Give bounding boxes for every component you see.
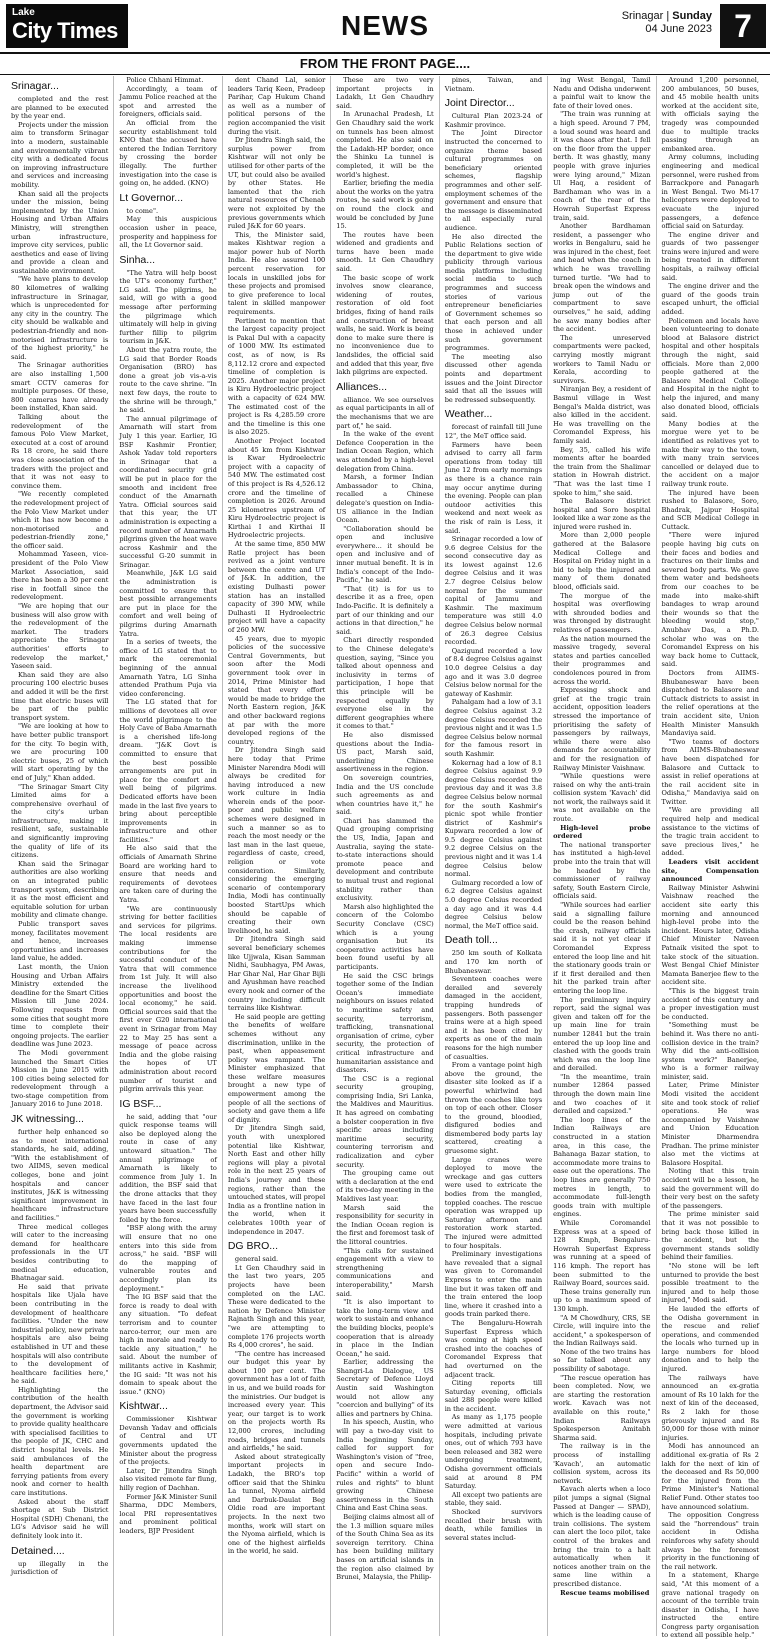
- article-paragraph: Last month, the Union Housing and Urban Affairs Ministry extended the deadline for the Smart Cities Mission till June 2024. Following requests from some cities that sought more time to complete their ongoing projects. The earlier deadline was June 2023.: [11, 962, 109, 1049]
- article-paragraph: He said people are getting the benefits of welfare schemes without any discrimination, unlike in the past, when appeasement policy was rampant. The Minister emphasized that these welfare measures brought a new type of empowerment among the people of all the sections of society and gave them a life of dignity.: [227, 1012, 326, 1124]
- article-paragraph: The loop lines of the Indian Railways are constructed in a station area, in this case, the Bahanaga Bazar station, to accommodate more trains to ease out the operations. The loop lines are generally 750 metres in length, to accommodate full-length goods train with multiple engines.: [553, 1115, 651, 1219]
- article-paragraph: The engine driver and guards of two passenger trains were injured and were being treated in different hospitals, a railway official said.: [661, 230, 759, 282]
- article-paragraph: Projects under the mission aim to transform Srinagar into a modern, sustainable and environmentally vibrant city with a dedicated focus on improving infrastructure and services and increasing mobility.: [11, 120, 109, 189]
- article-paragraph: These are two very important projects in Ladakh, Lt Gen Chaudhry said.: [336, 76, 434, 110]
- article-paragraph: Asked about strategically important projects in Ladakh, the BRO's top officer said that the Shinku La tunnel, Nyoma airfield and Darbuk-Daulat Beg Oldie road are important projects. In the next two months, work will start on the Nyoma airfield, which is one of the highest airfields in the world, he said.: [227, 1452, 326, 1556]
- dateline: [622, 10, 712, 36]
- article-paragraph: The opposition Congress said the "horrendous" train accident in Odisha reinforces why safety should always be the foremost priority in the functioning of the rail network.: [661, 1511, 759, 1571]
- article-headline[interactable]: Death toll...: [444, 934, 498, 947]
- article-paragraph: The national transporter has instituted a high-level probe into the train that will be headed by the commissioner of railway safety, South Eastern Circle, officials said.: [553, 840, 651, 901]
- article-headline[interactable]: IG BSF...: [119, 1097, 162, 1110]
- subheading: Leaders visit accident site, Compensation announced: [661, 858, 759, 884]
- article-paragraph: The IG BSF said that the force is ready to deal with any situation. "To defeat terrorism and to counter narco-terror, our men are high in morale and ready to tackle any situation," he said. About the number of militants active in Kashmir, the IG said: "It was not his domain to speak about the issue." (KNO): [119, 1293, 217, 1396]
- article-paragraph: The preliminary inquiry report, said the signal was given and taken off for the up main line for train number 12841 but the train entered the up loop line and clashed with the goods train which was on the loop line and derailed.: [553, 995, 651, 1073]
- article-paragraph: In Arunachal Pradesh, Lt Gen Chaudhry said the work on tunnels has been almost completed. He also said on the Ladakh-HP border, once the Shinku La tunnel is completed, it will be the world's highest.: [336, 110, 434, 179]
- article-paragraph: Commissioner Kishtwar Devansh Yadav and officials of Central and UT governments updated the Minister about the progress of the projects.: [119, 1415, 217, 1467]
- article-paragraph: Pertinent to mention that the largest capacity project is Pakal Dul with a capacity of 1000 MW. Its estimated cost, as of now, is Rs 8,112.12 crore and expected timeline of completion is 2025. Another major project is Kiru Hydroelectric project with a capacity of 624 MW. The estimated cost of the project is Rs 4,285.59 crore and the timeline is this one is also 2025.: [227, 316, 326, 437]
- article-headline[interactable]: Joint Director...: [444, 97, 515, 110]
- article-headline[interactable]: Srinagar...: [11, 80, 59, 92]
- article-paragraph: Large cranes were deployed to move the wreckage and gas cutters were used to extricate the bodies from the mangled, toppled coaches. The rescue operation was wrapped up Saturday afternoon and restoration work started. The injured were admitted to four hospitals.: [444, 1155, 543, 1250]
- article-paragraph: "A M Chowdhury, CRS, SE Circle, will inquire into the accident," a spokesperson of the Indian Railways said.: [553, 1313, 651, 1348]
- article-paragraph: These trains generally run up to a maximum speed of 130 kmph.: [553, 1287, 651, 1313]
- article-paragraph: "The rescue operation has been completed. Now, we are starting the restoration work. Kavach was not available on this route," Indian Railways Spokesperson Amitabh Sharma said.: [553, 1373, 651, 1442]
- article-headline[interactable]: Weather...: [444, 408, 493, 421]
- article-paragraph: Another Bardhaman resident, a passenger who works in Bengaluru, said he was injured in the chest, feet and head when the coach in which he was travelling turned turtle. "We had to break open the windows and jump out of the compartment to save ourselves," he said, adding he saw many bodies after the accident.: [553, 222, 651, 334]
- article-paragraph: "Collaboration should be open and inclusive everywhere... it should be open and inclusive and of inner mutual benefit. It is in India's concept of the Indo-Pacific," he said.: [336, 524, 434, 585]
- article-paragraph: Khan said the Srinagar authorities are also working on an integrated public transport system, describing it as the most efficient and equitable solution for urban mobility and climate change.: [11, 859, 109, 920]
- article-paragraph: "In the meantime, train number 12864 passed through the down main line and two coaches of it derailed and capsized.": [553, 1072, 651, 1116]
- article-paragraph: "Two teams of doctors from AIIMS-Bhubaneswar have been dispatched for Balasore and Cuttack to assist in relief operations at the rail accident site in Odisha," Mandaviya said on Twitter.: [661, 737, 759, 806]
- article-paragraph: Policemen and locals have been volunteering to donate blood at Balasore district hospital and other hospitals through the night, said officials. More than 2,000 people gathered at the Balasore Medical College and Hospital in the night to help the injured, and many also donated blood, officials said.: [661, 316, 759, 420]
- article-paragraph: Khan said they are also procuring 100 electric buses and added it will be the first time that electric buses will be part of the public transport system.: [11, 670, 109, 722]
- article-paragraph: On sovereign countries, India and the US conclude such agreements as and when countries have it," he said.: [336, 773, 434, 817]
- article-paragraph: "The centre has increased our budget this year by about 100 per cent. The government has a lot of faith in us, and we build roads for the ministries. Our budget is increased every year. This year, our target is to work on the projects worth Rs 12,000 crores, including roads, bridges and tunnels and airfields," he said.: [227, 1349, 326, 1453]
- article-paragraph: He also directed the Public Relations section of the department to give wide publicity through various media platforms including social media to such programmes and success stories of various entrepreneur beneficiaries of Government schemes so that each person and all those in achieved under such government programmes.: [444, 232, 543, 353]
- article-paragraph: The basic scope of work involves snow clearance, widening of routes, restoration of old foot bridges, fixing of hand rails and construction of breast walls, he said. Work is being done to make sure there is no inconvenience due to landslides, the official said and added that this year, five lakh pilgrims are expected.: [336, 273, 434, 377]
- article-paragraph: Many bodies at the morgue were yet to be identified as relatives yet to make their way to the town, with many train services cancelled or delayed due to the accident on a major railway trunk route.: [661, 419, 759, 488]
- article-paragraph: Preliminary investigations have revealed that a signal was given to Coromandel Express to enter the main line but it was taken off and the train entered the loop line, where it crashed into a goods train parked there.: [444, 1250, 543, 1319]
- article-headline[interactable]: Lt Governor...: [119, 191, 184, 204]
- article-paragraph: Former J&K Minister Sunil Sharma, DDC Members, local PRI representatives and prominent political leaders, BJP President: [119, 1492, 217, 1535]
- article-paragraph: Talking about the redevelopment of the famous Polo View Market, executed at a cost of around Rs 18 crore, he said there was close association of the traders with the project and that it was not easy to convince them.: [11, 412, 109, 490]
- logo-line-1: Lake: [12, 7, 35, 18]
- article-paragraph: May this auspicious occasion usher in peace, prosperity and happiness for all, the Lt Governor said.: [119, 215, 217, 250]
- section-title: NEWS: [341, 10, 429, 41]
- article-paragraph: Accordingly, a team of Jammu Police reached at the spot and arrested the foreigners, officials said.: [119, 84, 217, 119]
- column-3: [223, 76, 331, 1636]
- article-paragraph: Seventeen coaches were derailed and severely damaged in the accident, trapping hundreds of passengers. Both passenger trains were at a high speed and it has been cited by experts as one of the main reasons for the high number of casualties.: [444, 975, 543, 1061]
- article-paragraph: Kokernag had a low of 8.1 degree Celsius against 9.9 degree Celsius recorded the previous day and it was 3.8 degree Celsius below normal for the south Kashmir's picnic spot while frontier district of Kashmir's Kupwara recorded a low of 9.5 degree Celsius against 9.2 degree Celsius on the previous night and it was 1.4 degree Celsius below normal.: [444, 758, 543, 879]
- article-paragraph: Public transport saves money, facilitates movement and hence, increases opportunities and increases land value, he added.: [11, 920, 109, 963]
- article-paragraph: Dr Jitendra Singh said, youth with unexplored potential like Kishtwar, North East and other hilly regions will play a pivotal role in the next 25 years of India's journey and these regions, rather than the untouched states, will propel India as a frontline nation in the world, when it celebrates 100th year of independence in 2047.: [227, 1124, 326, 1236]
- article-paragraph: Lt Gen Chaudhry said in the last two years, 205 projects have been completed on the LAC. These were dedicated to the nation by Defence Minister Rajnath Singh and this year, "we are attempting to complete 176 projects worth Rs 4,000 crores", he said.: [227, 1263, 326, 1350]
- article-paragraph: Chari directly responded to the Chinese delegate's question, saying, "Since you talked about openness and inclusivity in terms of participation, I hope that this principle will be respected equally by everyone else in the different geographies where it comes to that.": [336, 636, 434, 731]
- article-paragraph: Dr Jitendra Singh said, the surplus power from Kishtwar will not only be utilised for other parts of the UT, but could also be availed by other States. He lamented that the rich natural resources of Chenab were not exploited by the previous governments which ruled J&K for 60 years.: [227, 136, 326, 231]
- article-paragraph: "This calls for sustained engagement with a view to strengthening communications and interoperability," Marsh said.: [336, 1246, 434, 1298]
- article-paragraph: Another Project located about 45 km from Kishtwar is Kwar Hydroelectric project with a capacity of 540 MW. The estimated cost of this project is Rs 4,526.12 crore and the timeline of completion is 2026. Around 25 kilometres upstream of Kiru Hydroelectric project is Kirthai I and Kirthai II Hydroelectric projects.: [227, 436, 326, 540]
- article-paragraph: completed and the rest are planned to be executed by the year end.: [11, 95, 109, 121]
- article-headline[interactable]: Alliances...: [336, 380, 388, 393]
- article-paragraph: "That (it) is for us to describe it as a free, open Indo-Pacific. It is definitely a part of our thinking and our actions in that direction," he said.: [336, 584, 434, 636]
- article-paragraph: "The Yatra will help boost the UT's economy further," LG said. The pilgrims, he said, will go with a good message after performing the pilgrimage which ultimately will help in giving further fillip to pilgrim tourism in J&K.: [119, 268, 217, 346]
- article-paragraph: Mohammad Yaseen, vice-president of the Polo View Market Association, said there has been a 30 per cent rise in footfall since the redevelopment.: [11, 550, 109, 602]
- article-paragraph: "We recently completed the redevelopment project of the Polo View Market under which it has now become a non-motorised and pedestrian-friendly zone," the officer said.: [11, 490, 109, 550]
- article-paragraph: The railways have announced an ex-gratia amount of Rs 10 lakh for the next of kin of the deceased, Rs 2 lakh for those grievously injured and Rs 50,000 for those with minor injuries.: [661, 1373, 759, 1442]
- article-paragraph: "This is the biggest train accident of this century and a proper investigation must be conducted.: [661, 986, 759, 1021]
- column-4: [331, 76, 439, 1636]
- article-paragraph: The railway is in the process of installing 'Kavach', an automatic collision system, across its network.: [553, 1442, 651, 1485]
- dateline-city: Srinagar |: [621, 10, 670, 22]
- article-paragraph: Bey, 35, called his wife moments after he boarded the train from the Shalimar station in Howrah district. "That was the last time I spoke to him," she said.: [553, 445, 651, 497]
- article-paragraph: "We are looking at how to have better public transport for the city. To begin with, we are procuring 100 electric buses, 25 of which will start operating by the end of July," Khan added.: [11, 722, 109, 782]
- dateline-date: 04 June 2023: [645, 23, 712, 35]
- article-paragraph: From a vantage point high above the ground, the disaster site looked as if a powerful whirlwind had thrown the coaches like toys on top of each other. Closer to the ground, bloodied, disfigured bodies and dismembered body parts lay scattered, creating a gruesome sight.: [444, 1061, 543, 1156]
- article-paragraph: Three medical colleges will cater to the increasing demand for healthcare professionals in the UT besides contributing to medical education, Bhatnagar said.: [11, 1222, 109, 1283]
- article-paragraph: "We are hoping that our business will also grow with the redevelopment of the market. The traders appreciate the Srinagar authorities' efforts to redevelop the market," Yaseen said.: [11, 602, 109, 671]
- article-paragraph: "It is also important to take the long-term view and work to sustain and enhance the building blocks, people's cooperation that is already in place in the Indian Ocean," he said.: [336, 1298, 434, 1358]
- article-paragraph: An official from the security establishment told KNO that the accused have entered the Indian Territory by crossing the border illegally. The further investigation into the case is going on, he added. (KNO): [119, 118, 217, 188]
- article-paragraph: Farmers have been advised to carry all farm operations from today till June 12 from early mornings as there is a chance rain may occur anytime during the evening. People can plan outdoor activities this weekend and next week as the risk of rain is Less, it said.: [444, 440, 543, 535]
- article-paragraph: Cultural Plan 2023-24 of Kashmir province.: [444, 112, 543, 129]
- article-paragraph: Later, Dr Jitendra Singh also visited remote far flung, hilly region of Dachhan.: [119, 1466, 217, 1493]
- article-paragraph: The grouping came out with a declaration at the end of its two-day meeting in the Maldives last year.: [336, 1169, 434, 1203]
- subheading: High-level probe ordered: [553, 823, 651, 841]
- article-paragraph: Army columns, including engineering and medical personnel, were rushed from Barrackpore and Panagarh in West Bengal. Two Mi-17 helicopters were deployed to evacuate the injured passengers, a defence official said on Saturday.: [661, 153, 759, 231]
- article-paragraph: He lauded the efforts of the Odisha government in the rescue and relief operations, and commended the locals who turned up in large numbers for blood donation and to help the injured.: [661, 1304, 759, 1374]
- article-paragraph: "BSF along with the army will ensure that no one enters into this side from across," he said. "BSF will do the mapping of vulnerable routes and accordingly plan its deployment.": [119, 1224, 217, 1293]
- article-paragraph: The LG stated that for millions of devotees all over the world pilgrimage to the Holy Cave of Baba Amarnath is a cherished life-long dream. "J&K Govt is committed to ensure that the best possible arrangements are put in place for the comfort and well being of pilgrims. Dedicated efforts have been made in the last five years to bring about perceptible improvements in infrastructure and other facilities.": [119, 698, 217, 844]
- column-2: [114, 76, 222, 1636]
- article-paragraph: Gulmarg recorded a low of 6.2 degree Celsius against 5.0 degree Celsius recorded a day ago and it was 4.4 degree Celsius below normal, the MeT office said.: [444, 878, 543, 930]
- article-paragraph: Highlighting the contribution of the health department, the Advisor said the government is working to provide quality healthcare with specialised facilities to the people of JK, CHC and district hospital levels. He said ambulances of the health department are ferrying patients from every nook and corner to health care institutions.: [11, 1385, 109, 1497]
- article-paragraph: pines, Taiwan, and Vietnam.: [444, 76, 543, 93]
- article-paragraph: The Modi government launched the Smart Cities Mission in June 2015 with 100 cities being selected for redevelopment through a two-stage competition from January 2016 to June 2018.: [11, 1048, 109, 1109]
- article-paragraph: The engine driver and the guard of the goods train escaped unhurt, the official added.: [661, 282, 759, 317]
- article-paragraph: All except two patients are stable, they said.: [444, 1490, 543, 1508]
- column-5: [440, 76, 548, 1636]
- article-headline[interactable]: JK witnessing...: [11, 1113, 84, 1126]
- article-paragraph: The Srinagar authorities are also installing 1,500 smart CCTV cameras for multiple purposes. Of these, 800 cameras have already been installed, Khan said.: [11, 361, 109, 413]
- article-paragraph: Kavach alerts when a loco pilot jumps a signal (Signal Passed at Danger — SPAD), which is the leading cause of train collisions. The system can alert the loco pilot, take control of the brakes and bring the train to a halt automatically when it notices another train on the same line within a prescribed distance.: [553, 1485, 651, 1588]
- article-paragraph: More than 2,000 people gathered at the Balasore Medical College and Hospital on Friday night in a bid to help the injured and many of them donated blood, officials said.: [553, 531, 651, 592]
- page-number: 7: [720, 4, 766, 48]
- article-paragraph: further help enhanced so as to meet international standards, he said, adding, "With the establishment of two AIIMS, seven medical colleges, bone and joint hospitals and cancer institutes, J&K is witnessing significant improvement in healthcare infrastructure and facilities.": [11, 1128, 109, 1222]
- article-paragraph: He also dismissed questions about the India-US pact, Marsh said, underlining Chinese assertiveness in the region.: [336, 730, 434, 774]
- article-paragraph: Noting that this train accident will be a lesson, he said the government will do their very best on the safety of the passengers.: [661, 1167, 759, 1210]
- article-paragraph: At the same time, 850 MW Ratle project has been revived as a joint venture between the centre and UT of J&K. In addition, the existing Dulhasti power station has an installed capacity of 390 MW, while Dulhasti II Hydroelectric project will have a capacity of 260 MW.: [227, 540, 326, 634]
- article-paragraph: dent Chand Lal, senior leaders Tariq Keen, Pradeep Parihar, Cap Hukum Chand as well as a number of political persons of the region accompanied the visit during the visit.: [227, 76, 326, 136]
- column-6: [548, 76, 656, 1636]
- article-paragraph: The injured have been rushed to Balasore, Soro, Bhadrak, Jajpur Hospital and SCB Medical College in Cuttack.: [661, 488, 759, 531]
- article-paragraph: Srinagar recorded a low of 9.6 degree Celsius for the second consecutive day as its lowest against 12.6 degree Celsius and it was 2.7 degree Celsius below normal for the summer capital of Jammu and Kashmir. The maximum temperature was still 4.0 degree Celsius below normal of 26.3 degree Celsius recorded.: [444, 535, 543, 647]
- section-banner: FROM THE FRONT PAGE....: [0, 54, 770, 75]
- article-paragraph: Chari has slammed the Quad grouping comprising the US, India, Japan and Australia, saying the state-to-state interactions should promote peace and development and contribute to mutual trust and regional stability rather than exclusivity.: [336, 816, 434, 903]
- article-paragraph: "We are providing all required help and medical assistance to the victims of the tragic train accident to save precious lives," he added.: [661, 806, 759, 858]
- article-paragraph: Khan said all the projects under the mission, being implemented by the Union Housing and Urban Affairs Ministry, will strengthen urban infrastructure, improve city services, public aesthetics and ease of living and provide a clean and sustainable environment.: [11, 189, 109, 275]
- article-paragraph: Dr Jitendra Singh said here today that Prime Minister Narendra Modi will always be credited for having introduced a new work culture in India wherein ends of the poor-poor and public welfare schemes were designed in such a manner so as to reach the most needy or the last man in the last queue, regardless of caste, creed, religion or vote consideration. Similarly, considering the emerging scenario of contemporary India, Modi has continually boosted StartUps which should be capable of creating their own livelihood, he said.: [227, 746, 326, 935]
- article-paragraph: "There were injured people having big cuts on their faces and bodies and fractures on their limbs and severed body parts. We gave them water and bedsheets from our coaches to be made into make-shift bandages to wrap around their wounds so that the bleeding would stop," Anubhav Das, a Ph.D. scholar who was on the Coromandel Express on his way back home to Cuttack, said.: [661, 531, 759, 669]
- article-paragraph: "While questions were raised on why the anti-train collision system 'Kavach' did not work, the railways said it was not available on the route.: [553, 772, 651, 824]
- article-paragraph: In the wake of the event Defence Cooperation in the Indian Ocean Region, which was attended by a high-level delegation from China.: [336, 430, 434, 473]
- article-paragraph: Doctors from AIIMS-Bhubaneswar have been dispatched to Balasore and Cuttack districts to assist in the relief operations at the train accident site, Union Health Minister Mansukh Mandaviya said.: [661, 668, 759, 738]
- article-paragraph: The unreserved compartments were packed, carrying mostly migrant workers to Tamil Nadu or Kerala, according to survivors.: [553, 333, 651, 385]
- article-paragraph: Niranjan Bey, a resident of Basmul village in West Bengal's Malda district, was also killed in the accident. He was travelling on the Coromandel Express, his family said.: [553, 385, 651, 445]
- column-1: [6, 76, 114, 1636]
- article-paragraph: "The Srinagar Smart City Limited aims for a comprehensive overhaul of the city's urban infrastructure, making it resilient, safe, sustainable and significantly improving the quality of life of its citizens.: [11, 782, 109, 860]
- article-paragraph: He said the CSC brings together some of the Indian Ocean's immediate neighbours on issues related to maritime safety and security, terrorism, trafficking, transnational organisation of crime, cyber security, the protection of critical infrastructure and humanitarian assistance and disasters.: [336, 971, 434, 1075]
- article-paragraph: Modi has announced an additional ex-gratia of Rs 2 lakh for the next of kin of the deceased and Rs 50,000 for the injured from the Prime Minister's National Relief Fund. Other states too have announced solatium.: [661, 1442, 759, 1511]
- article-paragraph: Around 1,200 personnel, 200 ambulances, 50 buses, and 45 mobile health units worked at the accident site, with officials saying the tragedy was compounded due to multiple tracks passing through an embanked area.: [661, 76, 759, 153]
- article-paragraph: "We are continuously striving for better facilities and services for pilgrims. The local residents are making immense contributions for the successful conduct of the Yatra that will commence from 1st July. It will also increase the livelihood opportunities and boost the local economy," he said. Official sources said that the first ever G20 international event in Srinagar from May 22 to May 25 has sent a message of peace across India and the globe raising the hopes of UT administration about record number of tourist and pilgrim arrivals this year.: [119, 904, 217, 1094]
- article-paragraph: About the yatra route, the LG said that Border Roads Organisation (BRO) has done a great job vis-a-vis route to the cave shrine. "In next few days, the route to the shrine will be through," he said.: [119, 346, 217, 415]
- masthead: [0, 0, 770, 54]
- article-paragraph: 45 years, due to myopic policies of the successive Central Governments, but soon after the Modi government took over in 2014, Prime Minister had stated that every effort would be made to bridge the North Eastern region, J&K and other backward regions at par with the more developed regions of the country.: [227, 634, 326, 746]
- article-paragraph: The Bengaluru-Howrah Superfast Express which was coming at high speed crashed into the coaches of Coromandel Express that had overturned on the adjacent track.: [444, 1318, 543, 1379]
- article-paragraph: Expressing shock and grief at the tragic train accident, opposition leaders stressed the importance of prioritising the safety of passengers by railways, while there were also demands for accountability and for the resignation of Railway Minister Vaishnaw.: [553, 686, 651, 772]
- article-paragraph: Later, Prime Minister Modi visited the accident site and took stock of relief operations. He was accompanied by Vaishnaw and Union Education Minister Dharmendra Pradhan. The prime minister also met the victims at Balasore Hospital.: [661, 1081, 759, 1167]
- article-headline[interactable]: Kishtwar...: [119, 1400, 168, 1413]
- article-paragraph: He also said that the officials of Amarnath Shrine Board are working hard to ensure that needs and requirements of devotees are taken care of during the Yatra.: [119, 844, 217, 905]
- article-paragraph: Dr Jitendra Singh said several beneficiary schemes like Ujjwala, Kisan Samman Nidhi, Saubhagya, PM Awas, Har Ghar Nal, Har Ghar Bijli and Ayushman have reached every nook and corner of the country including difficult terrains like Kishtwar.: [227, 935, 326, 1013]
- article-paragraph: Railway Minister Ashwini Vaishnaw reached the accident site early this morning and announced high-level probe into the incident. Hours later, Odisha Chief Minister Naveen Patnaik visited the spot to take stock of the situation. West Bengal Chief Minister Mamata Banerjee flew to the accident site.: [661, 883, 759, 987]
- article-paragraph: Citing reports till Saturday evening, officials said 288 people were killed in the accident.: [444, 1379, 543, 1413]
- article-columns: [6, 76, 764, 1640]
- article-paragraph: ing West Bengal, Tamil Nadu and Odisha underwent a painful wait to know the fate of their loved ones.: [553, 76, 651, 110]
- article-paragraph: "Something must be behind it. Was there no anti-collision device in the train? Why did the anti-collision system work?" Banerjee, who is a former railway minister, said.: [661, 1021, 759, 1081]
- article-paragraph: The prime minister said that it was not possible to bring back those killed in the accident, but the government stands solidly behind their families.: [661, 1210, 759, 1262]
- article-paragraph: Asked about the staff shortage at Sub District Hospital (SDH) Chenani, the LG's Advisor said he will definitely look into it.: [11, 1497, 109, 1540]
- article-paragraph: The morgue of the hospital was overflowing with shrouded bodies and was thronged by distraught relatives of passengers.: [553, 591, 651, 634]
- logo-line-2: City Times: [12, 18, 118, 43]
- article-paragraph: This, the Minister said, makes Kishtwar region a major power hub of North India. He also assured 100 percent reservation for locals in unskilled jobs for these projects and promised to give preference to local talent in skilled manpower requirements.: [227, 230, 326, 317]
- article-paragraph: "While sources had earlier said a signalling failure could be the reason behind the crash, railway officials said it is not yet clear if Coromandel Express entered the loop line and hit the stationary goods train or if it first derailed and then hit the parked train after entering the loop line.: [553, 901, 651, 995]
- article-paragraph: to come".: [126, 206, 159, 215]
- article-headline[interactable]: DG BRO...: [227, 1240, 279, 1253]
- article-paragraph: forecast of rainfall till June 12", the MeT office said.: [444, 423, 543, 440]
- article-paragraph: The annual pilgrimage of Amarnath will start from July 1 this year. Earlier, IG BSF Kashmir Frontier, Ashok Yadav told reporters in Srinagar that a coordinated security grid will be put in place for the smooth and incident free conduct of the Amarnath Yatra. Official sources said that this year, the UT administration is expecting a record number of Amarnath pilgrims given the heat wave across Kashmir and the successful G-20 summit in Srinagar.: [119, 414, 217, 569]
- article-paragraph: Shocked survivors recalled their brush with death, while families in several states includ-: [444, 1508, 543, 1542]
- subheading: Rescue teams mobilised: [560, 1588, 650, 1597]
- article-paragraph: Qazigund recorded a low of 8.4 degree Celsius against 10.0 degree Celsius a day ago and it was 3.0 degree Celsius below normal for the gateway of Kashmir.: [444, 646, 543, 698]
- article-paragraph: The Balasore district hospital and Soro hospital looked like a war zone as the injured were rushed in.: [553, 497, 651, 531]
- article-paragraph: alliance. We see ourselves as equal participants in all of the mechanisms that we are part of," he said.: [336, 395, 434, 430]
- dateline-day: Sunday: [672, 10, 712, 22]
- article-paragraph: The meeting also discussed other agenda points and department issues and the Joint Director said that all the issues will be redressed subsequently.: [444, 352, 543, 404]
- article-paragraph: In a series of tweets, the office of LG stated that to mark the ceremonial beginning of the annual Amarnath Yatra, LG Sinha attended Prathum Puja via video conferencing.: [119, 638, 217, 698]
- article-paragraph: In his speech, Austin, who will pay a two-day visit to India beginning Sunday, called for support for Washington's vision of "free, open and secure Indo-Pacific" within a world of rules and rights" to blunt growing Chinese assertiveness in the South China and East China seas.: [336, 1418, 434, 1513]
- article-paragraph: he said, adding that "our quick response teams will also be deployed along the route in case of any untoward situation." The annual pilgrimage of Amarnath is likely to commence from July 1. In addition, the BSF said that the drone attacks that they have faced in the last four years have been successfully foiled by the force.: [119, 1112, 217, 1224]
- article-paragraph: Marsh said the responsibility for security in the Indian Ocean region is the first and foremost task of the littoral countries.: [336, 1203, 434, 1246]
- article-paragraph: up illegally in the jurisdiction of: [11, 1559, 109, 1577]
- article-headline[interactable]: Sinha...: [119, 253, 156, 266]
- article-paragraph: While Coromandel Express was at a speed of 128 Kmph, Bengaluru-Howrah Superfast Express was running at a speed of 116 kmph. The report has been submitted to the Railway Board, sources said.: [553, 1218, 651, 1288]
- article-paragraph: Beijing claims almost all of the 1.3 million square miles of the South China Sea as its sovereign territory. China has been building military bases on artificial islands in the region also claimed by Brunei, Malaysia, the Philip-: [336, 1512, 434, 1582]
- article-paragraph: Marsh also highlighted the concern of the Colombo Security Conclave (CSC) which is a young organisation but its cooperative activities have been found useful by all participants.: [336, 902, 434, 971]
- article-paragraph: Pahalgam had a low of 3.1 degree Celsius against 3.2 degree Celsius recorded the previous night and it was 1.5 degree Celsius below normal for the famous resort in south Kashmir.: [444, 698, 543, 758]
- article-paragraph: Meanwhile, J&K LG said the administration is committed to ensure that best possible arrangements are put in place for the comfort and well being of pilgrims during Amarnath Yatra.: [119, 569, 217, 638]
- column-7: [657, 76, 764, 1640]
- article-paragraph: As the nation mourned the massive tragedy, several states and parties cancelled their programmes and condolences poured in from across the world.: [553, 634, 651, 686]
- article-paragraph: As many as 1,175 people were admitted at various hospitals, including private ones, out of which 793 have been released and 382 were undergoing treatment, Odisha government officials said at around 8 PM Saturday.: [444, 1413, 543, 1491]
- article-paragraph: Earlier, briefing the media about the works on the yatra routes, he said work is going on round the clock and would be concluded by June 15.: [336, 179, 434, 231]
- article-paragraph: He said that private hospitals like Ujala have been contributing in the development of healthcare facilities. "Under the new industrial policy, new private hospitals are also being established in UT and these hospitals will also contribute to the development of healthcare facilities here," he said.: [11, 1282, 109, 1386]
- article-paragraph: Earlier, addressing the Shangri-La Dialogue, US Secretary of Defence Lloyd Austin said Washington would not allow any "coercion and bullying" of its allies and partners by China.: [336, 1358, 434, 1418]
- article-paragraph: general said.: [234, 1255, 279, 1264]
- article-headline[interactable]: Detained....: [11, 1544, 65, 1557]
- article-paragraph: Marsh, a former Indian Ambassador to China, recalled a Chinese delegate's question on India-US alliance in the Indian Ocean.: [336, 473, 434, 525]
- article-paragraph: "The train was running at a high speed. Around 7 PM, a loud sound was heard and it was chaos after that. I fell on the floor from the upper berth. It was ghastly, many people with grave injuries were lying around," Mizan Ul Haq, a resident of Bardhaman who was in a coach of the rear of the Howrah Superfast Express train, said.: [553, 110, 651, 222]
- article-paragraph: The Joint Director instructed the concerned to organize theme based cultural programmes on beneficiary oriented schemes, flagship programmes and other self-employment schemes of the government and ensure that the message is disseminated to all especially rural audience.: [444, 129, 543, 232]
- article-paragraph: Police Chhani Himmat.: [126, 76, 204, 84]
- article-paragraph: None of the two trains has so far talked about any possibility of sabotage.: [553, 1347, 651, 1374]
- article-paragraph: 250 km south of Kolkata and 170 km north of Bhubaneswar.: [444, 949, 543, 975]
- article-paragraph: The CSC is a regional security grouping, comprising India, Sri Lanka, the Maldives and Mauritius. It has agreed on combating a bolster cooperation in five specific areas including maritime security, countering terrorism and radicalization and cyber security.: [336, 1074, 434, 1169]
- article-paragraph: In a statement, Kharge said, "At this moment of a grave national tragedy on account of the terrible train disaster in Odisha, I have instructed the entire Congress party organisation to extend all possible help.": [661, 1571, 759, 1640]
- article-paragraph: The routes have been widened and gradients and turns have been made smooth. Lt Gen Chaudhry said.: [336, 230, 434, 274]
- article-paragraph: "We have plans to develop 80 kilometres of walking infrastructure in Srinagar, which is unprecedented for any city in the country. The city should be walkable and pedestrian-friendly and non-motorised infrastructure is of the highest priority," he said.: [11, 275, 109, 361]
- article-paragraph: "No stone will be left unturned to provide the best possible treatment to the injured and to help those injured," Modi said.: [661, 1261, 759, 1305]
